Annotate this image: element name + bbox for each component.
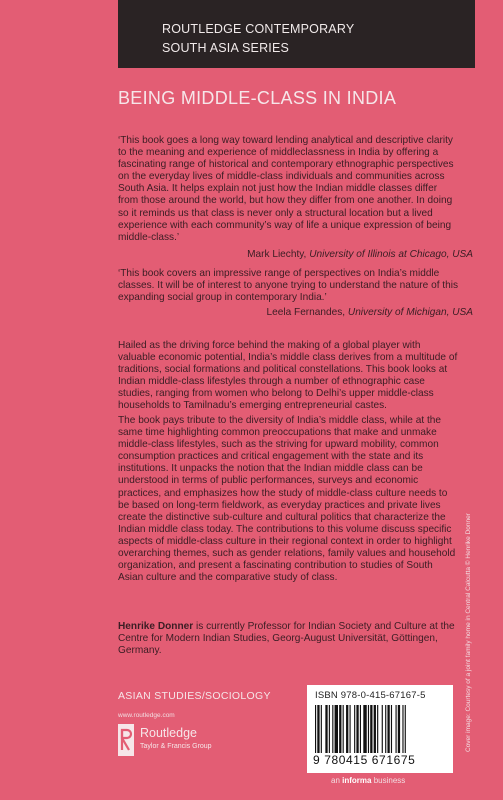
barcode-panel: [307, 685, 453, 773]
review-attribution-1: [247, 249, 473, 261]
publisher-name: Routledge: [140, 726, 197, 740]
reviewer-name-1: Mark Liechty,: [247, 249, 307, 260]
reviewer-name-2: Leela Fernandes,: [266, 307, 346, 318]
subject-category: ASIAN STUDIES/SOCIOLOGY: [118, 690, 271, 702]
publisher-group: Taylor & Francis Group: [140, 743, 212, 750]
barcode-icon: [315, 705, 445, 753]
publisher-logo: [118, 724, 228, 760]
informa-prefix: an: [331, 776, 343, 785]
series-name-line2: SOUTH ASIA SERIES: [162, 41, 290, 55]
review-quote-1: ‘This book goes a long way toward lending analytical and descriptive clarity to the meaning and experience of middleclassness in India by offering a fascinating range of historical and contemporary ethnographic perspectives on the everyday lives of middle-class individuals and communities across South Asia. It helps explain not just how the Indian middle classes differ from those around the world, but how they differ from one another. In doing so it reminds us that class is never only a structural location but a lived experience with each community’s way of life a unique expression of being middle-class.’: [118, 135, 454, 243]
informa-suffix: business: [371, 776, 406, 785]
series-name-line1: ROUTLEDGE CONTEMPORARY: [162, 22, 355, 36]
description-paragraph-2: The book pays tribute to the diversity of India’s middle class, while at the same time highlighting common preoccupations that make and unmake middle-class lifestyles, such as the striving for upward mobility, common consumption practices and critical engagement with the state and its institutions. It unpacks the notion that the Indian middle class can be understood in terms of public performances, surveys and economic practices, and emphasizes how the study of middle-class culture needs to be based on long-term fieldwork, as everyday practices and private lives create the distinctive sub-culture and cultural politics that characterize the Indian middle class today. The contributions to this volume discuss specific aspects of middle-class culture in their regional context in order to highlight overarching themes, such as gender relations, family values and household organization, and present a fascinating contribution to studies of South Asian culture and the comparative study of class.: [118, 415, 456, 584]
reviewer-affiliation-1: University of Illinois at Chicago, USA: [309, 249, 473, 260]
book-title: BEING MIDDLE-CLASS IN INDIA: [118, 88, 397, 108]
author-bio-text: is currently Professor for Indian Society and Culture at the Centre for Modern Indian Studies, Georg-August Universität, Göttingen, Germany.: [118, 621, 455, 657]
author-name: Henrike Donner: [118, 621, 194, 632]
routledge-r-logo-icon: [118, 724, 134, 756]
isbn-number: ISBN 978-0-415-67167-5: [315, 690, 426, 701]
review-attribution-2: [267, 307, 473, 319]
cover-image-credit: Cover image: Courtesy of a joint family home in Central Calcutta © Henrike Donner: [465, 513, 472, 752]
description-paragraph-1: Hailed as the driving force behind the making of a global player with valuable economic potential, India’s middle class derives from a multitude of traditions, social formations and political constellations. This book looks at Indian middle-class lifestyles through a number of ethnographic case studies, ranging from women who belong to Delhi’s upper middle-class households to Tamilnadu’s emerging entrepreneurial castes.: [118, 340, 458, 412]
reviewer-affiliation-2: University of Michigan, USA: [347, 307, 473, 318]
series-banner: [118, 0, 475, 68]
informa-business: [331, 776, 405, 785]
barcode-number: 9 780415 671675: [313, 753, 416, 767]
review-quote-2: ‘This book covers an impressive range of perspectives on India’s middle classes. It will be of interest to anyone trying to understand the nature of this expanding social group in contemporary India.’: [118, 268, 459, 304]
author-bio: [118, 621, 460, 657]
publisher-url: www.routledge.com: [118, 712, 175, 719]
informa-brand: informa: [342, 776, 372, 785]
